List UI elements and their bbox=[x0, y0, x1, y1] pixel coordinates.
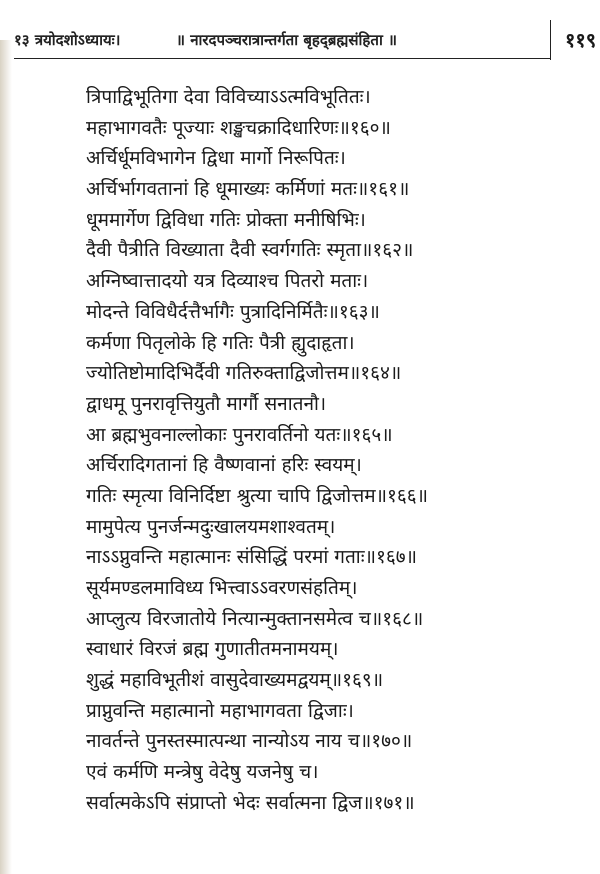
verse-line: सूर्यमण्डलमाविध्य भित्त्वाऽऽवरणसंहतिम्। bbox=[86, 577, 358, 599]
verse-line: सर्वात्मकेऽपि संप्राप्तो भेदः सर्वात्मना द्विज॥१७१॥ bbox=[86, 791, 415, 814]
verse-line: त्रिपाद्विभूतिगा देवा विविच्याऽऽत्मविभूतितः। bbox=[86, 86, 371, 108]
verse-line: महाभागवतैः पूज्याः शङ्खचक्रादिधारिणः॥१६०॥ bbox=[86, 116, 391, 139]
verse-line: अर्चिर्भागवतानां हि धूमाख्यः कर्मिणां मतः॥१६१॥ bbox=[86, 178, 410, 201]
header-rule bbox=[14, 58, 550, 59]
verse-line: नाऽऽप्नुवन्ति महात्मानः संसिद्धिं परमां गताः॥१६७॥ bbox=[86, 546, 417, 569]
verse-line: अग्निष्वात्तादयो यत्र दिव्याश्च पितरो मताः। bbox=[86, 270, 369, 293]
verse-line: प्राप्नुवन्ति महात्मानो महाभागवता द्विजाः। bbox=[86, 699, 354, 722]
header-vertical-rule bbox=[550, 20, 551, 60]
verse-line: अर्चिरादिगतानां हि वैष्णवानां हरिः स्वयम्। bbox=[86, 454, 362, 477]
verse-line: स्वाधारं विरजं ब्रह्म गुणातीतमनामयम्। bbox=[86, 638, 339, 661]
verse-line: कर्मणा पितृलोके हि गतिः पैत्री ह्युदाहृता। bbox=[86, 331, 355, 354]
verse-line: ज्योतिष्टोमादिभिर्दैवी गतिरुक्ताद्विजोत्तम॥१६४॥ bbox=[86, 362, 402, 385]
verse-line: एवं कर्मणि मन्त्रेषु वेदेषु यजनेषु च। bbox=[86, 761, 319, 784]
verse-line: दैवी पैत्रीति विख्याता दैवी स्वर्गगतिः स्मृता॥१६२॥ bbox=[86, 239, 414, 262]
verse-line: आप्लुत्य विरजातोये नित्यान्मुक्तानसमेत्व च॥१६८॥ bbox=[86, 607, 424, 630]
verse-line: गतिः स्मृत्या विनिर्दिष्टा श्रुत्या चापि द्विजोत्तम॥१६६॥ bbox=[86, 484, 429, 507]
page-number: ११९ bbox=[565, 28, 597, 52]
verse-line: धूममार्गेण द्विविधा गतिः प्रोक्ता मनीषिभिः। bbox=[86, 208, 366, 231]
running-header bbox=[14, 30, 550, 54]
verse-block bbox=[86, 82, 566, 819]
verse-line: आ ब्रह्मभुवनाल्लोकाः पुनरावर्तिनो यतः॥१६५॥ bbox=[86, 423, 393, 446]
verse-line: नावर्तन्ते पुनस्तस्मात्पन्था नान्योऽय नाय च॥१७०॥ bbox=[86, 730, 413, 753]
verse-line: मोदन्ते विविधैर्दत्तैर्भागैः पुत्रादिनिर्मितैः॥१६३॥ bbox=[86, 300, 380, 323]
chapter-title: १३ त्रयोदशोऽध्यायः। bbox=[14, 31, 121, 49]
book-title: ॥ नारदपञ्चरात्रान्तर्गता बृहद्ब्रह्मसंहिता ॥ bbox=[176, 31, 398, 49]
verse-line: अर्चिर्धूमविभागेन द्विधा मार्गो निरूपितः। bbox=[86, 147, 346, 170]
book-spine-shadow bbox=[0, 40, 12, 874]
verse-line: द्वाधमू पुनरावृत्तियुतौ मार्गौ सनातनौ। bbox=[86, 392, 327, 415]
verse-line: शुद्धं महाविभूतीशं वासुदेवाख्यमद्वयम्॥१६९॥ bbox=[86, 669, 384, 692]
verse-line: मामुपेत्य पुनर्जन्मदुःखालयमशाश्वतम्। bbox=[86, 515, 336, 538]
